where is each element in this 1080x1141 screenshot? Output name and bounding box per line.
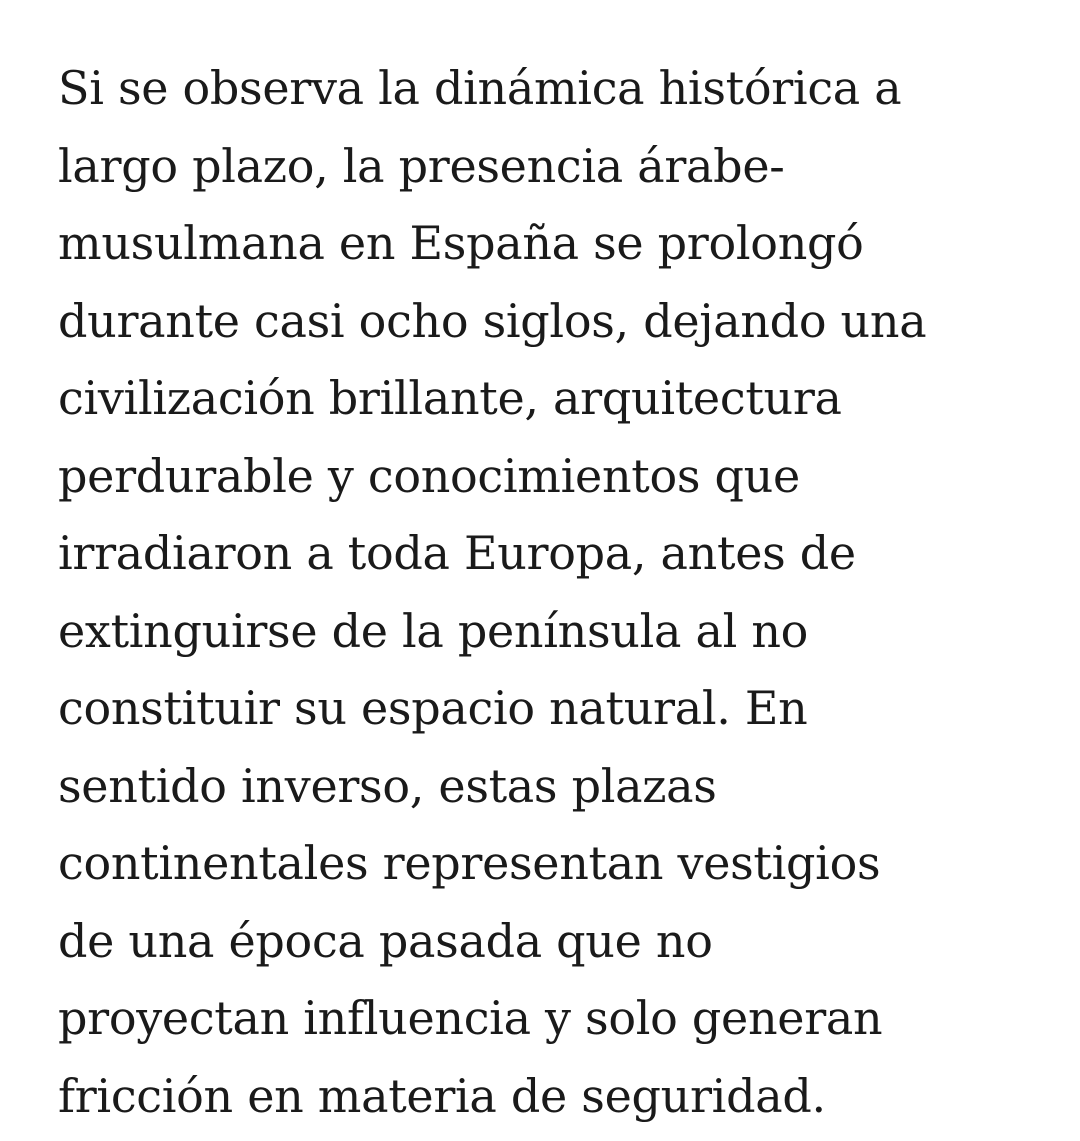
paragraph-line: durante casi ocho siglos, dejando una xyxy=(58,293,927,348)
paragraph-line: largo plazo, la presencia árabe- xyxy=(58,138,785,193)
paragraph-line: de una época pasada que no xyxy=(58,913,713,968)
paragraph-line: constituir su espacio natural. En xyxy=(58,681,808,735)
paragraph-line: perdurable y conocimientos que xyxy=(58,448,800,503)
paragraph-line: extinguirse de la península al no xyxy=(58,603,809,658)
paragraph-line: civilización brillante, arquitectura xyxy=(58,371,842,425)
paragraph-line: musulmana en España se prolongó xyxy=(58,216,864,270)
paragraph-line: continentales representan vestigios xyxy=(58,836,881,890)
paragraph-line: proyectan influencia y solo generan xyxy=(58,991,883,1045)
paragraph-line: fricción en materia de seguridad. xyxy=(58,1068,826,1123)
article-paragraph xyxy=(58,50,1058,1135)
paragraph-line: Si se observa la dinámica histórica a xyxy=(58,61,902,115)
paragraph-line: irradiaron a toda Europa, antes de xyxy=(58,526,856,580)
paragraph-line: sentido inverso, estas plazas xyxy=(58,758,717,813)
